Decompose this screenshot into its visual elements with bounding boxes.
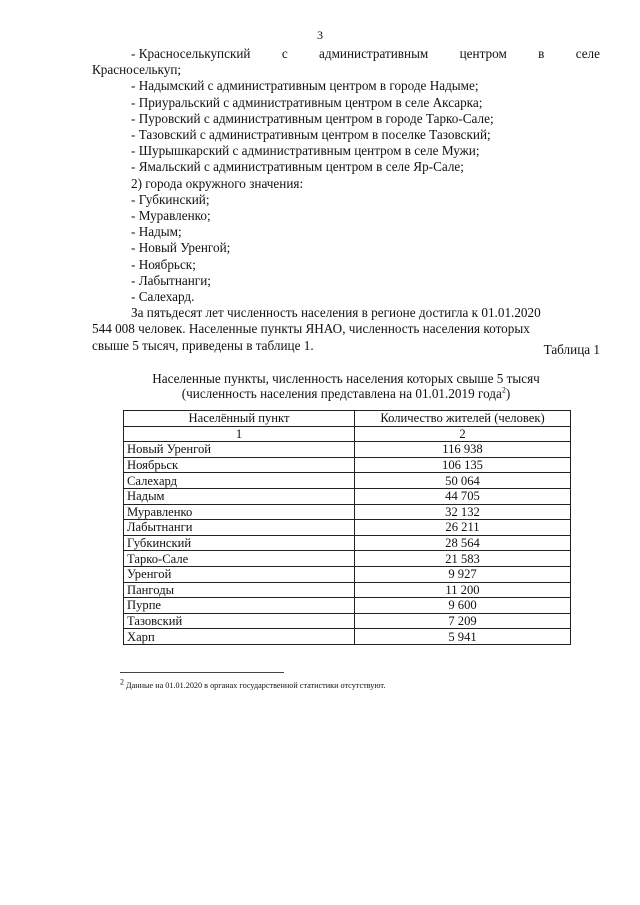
population-value: 28 564 [355,535,571,551]
word: административным [319,46,429,61]
footnote [120,677,386,690]
district-item: - Шурышкарский с административным центром в селе Мужи; [131,143,480,159]
footnote-text: Данные на 01.01.2020 в органах государственной статистики отсутствуют. [124,681,386,690]
word: центром [459,46,507,61]
population-value: 7 209 [355,613,571,629]
settlement-name: Салехард [124,473,355,489]
table-row [124,629,571,645]
population-value: 116 938 [355,442,571,458]
paragraph-line: За пятьдесят лет численность населения в регионе достигла к 01.01.2020 [131,305,541,321]
table-caption [92,371,600,401]
settlement-name: Губкинский [124,535,355,551]
column-number: 1 [124,426,355,442]
table-row [124,442,571,458]
city-item: - Надым; [131,224,182,240]
table-row [124,488,571,504]
column-number: 2 [355,426,571,442]
city-item: - Лабытнанги; [131,272,211,288]
population-value: 26 211 [355,520,571,536]
district-item: - Надымский с административным центром в городе Надыме; [131,78,479,94]
district-item: - Ямальский с административным центром в селе Яр-Сале; [131,159,464,175]
population-value: 44 705 [355,488,571,504]
population-value: 32 132 [355,504,571,520]
word: с [281,46,288,61]
table-row [124,566,571,582]
cities-heading: 2) города окружного значения: [131,175,304,191]
table-column-numbers [124,426,571,442]
caption-line: Населенные пункты, численность населения которых свыше 5 тысяч [152,371,540,386]
settlement-name: Новый Уренгой [124,442,355,458]
table-row [124,504,571,520]
city-item: - Салехард. [131,289,195,305]
settlement-name: Тазовский [124,613,355,629]
table-row [124,457,571,473]
table-label: Таблица 1 [543,342,600,357]
settlement-name: Тарко-Сале [124,551,355,567]
word: в [538,46,545,61]
table-row [124,551,571,567]
table-row [124,613,571,629]
population-value: 5 941 [355,629,571,645]
districts-list [92,46,600,354]
population-value: 106 135 [355,457,571,473]
city-item: - Муравленко; [131,208,211,224]
table-row [124,473,571,489]
settlement-name: Лабытнанги [124,520,355,536]
district-item-text: - Красноселькупский [131,46,251,61]
settlement-name: Харп [124,629,355,645]
table-row [124,598,571,614]
population-table [123,410,571,645]
city-item: - Новый Уренгой; [131,240,231,256]
population-value: 50 064 [355,473,571,489]
paragraph-line: 544 008 человек. Населенные пункты ЯНАО, численность населения которых [92,321,530,337]
district-item: - Тазовский с административным центром в поселке Тазовский; [131,127,491,143]
footnote-ref: 2 [501,385,506,395]
column-header: Населённый пункт [124,411,355,427]
footnote-marker: 2 [120,677,124,687]
column-header: Количество жителей (человек) [355,411,571,427]
table-row [124,535,571,551]
population-value: 21 583 [355,551,571,567]
district-item-continuation: Красноселькуп; [92,62,182,78]
settlement-name: Пурпе [124,598,355,614]
settlement-name: Надым [124,488,355,504]
population-value: 9 927 [355,566,571,582]
city-item: - Губкинский; [131,191,210,207]
settlement-name: Муравленко [124,504,355,520]
paragraph-line: свыше 5 тысяч, приведены в таблице 1. [92,337,314,353]
district-item: - Приуральский с административным центром в селе Аксарка; [131,94,483,110]
population-value: 9 600 [355,598,571,614]
settlement-name: Уренгой [124,566,355,582]
page-number: 3 [317,28,323,42]
footnote-divider [120,672,284,673]
district-item-justified [92,46,600,62]
district-item: - Пуровский с административным центром в городе Тарко-Сале; [131,110,494,126]
settlement-name: Ноябрьск [124,457,355,473]
caption-line: (численность населения представлена на 01.01.2019 года$^2$) [181,385,511,401]
table-header-row [124,411,571,427]
settlement-name: Пангоды [124,582,355,598]
table-row [124,520,571,536]
population-value: 11 200 [355,582,571,598]
word: селе [575,46,600,61]
city-item: - Ноябрьск; [131,256,196,272]
table-row [124,582,571,598]
